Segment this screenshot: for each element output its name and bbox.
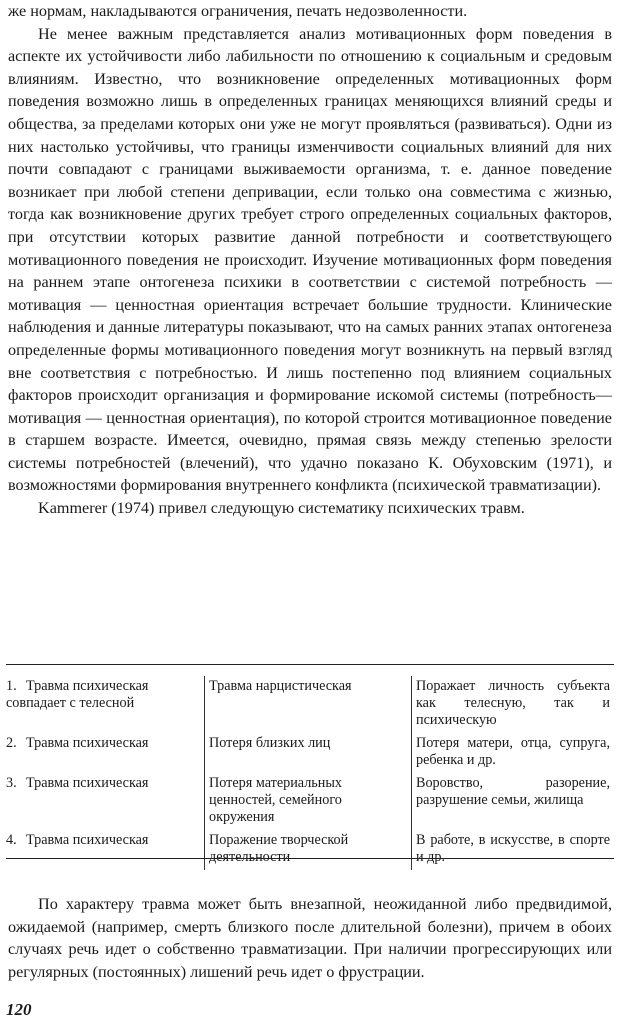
paragraph-kammerer: Kammerer (1974) привел следующую систематику психических травм.: [38, 499, 525, 518]
body-text-top: [8, 0, 612, 520]
trauma-effect-cell: Поражает личность субъекта как телесную, так и психическую: [416, 678, 610, 728]
trauma-table: [6, 676, 614, 870]
trauma-cause-cell: Потеря материальных ценностей, семейного окружения: [205, 773, 412, 830]
table-row: [6, 773, 614, 830]
trauma-type: Травма психическая: [26, 775, 149, 791]
trauma-type: Травма психическая: [26, 735, 149, 751]
table-top-rule: [6, 664, 614, 665]
trauma-type-cell: [6, 733, 205, 773]
trauma-type-cell: [6, 830, 205, 870]
trauma-cause-cell: Потеря близких лиц: [205, 733, 412, 773]
row-number: 4.: [6, 832, 17, 848]
row-number: 2.: [6, 735, 17, 751]
paragraph-continuation: же нормам, накладываются ограничения, печать недозволенности.: [8, 2, 468, 20]
row-number: 1.: [6, 678, 17, 694]
trauma-type-cell: [6, 773, 205, 830]
row-number: 3.: [6, 775, 17, 791]
paragraph-trauma-character: По характеру травма может быть внезапной, неожиданной либо предвидимой, ожидаемой (например, смерть близкого после длительной болезни), причем в обоих случаях речь идет о собственно травматизации. При наличии прогрессирующих или регулярных (постоянных) лишений речь идет о фрустрации.: [8, 895, 612, 981]
trauma-type: Травма психическая: [26, 832, 149, 848]
table-row: [6, 733, 614, 773]
table-row: [6, 830, 614, 870]
page-number: 120: [6, 1000, 32, 1019]
trauma-cause-cell: Травма нарцистическая: [205, 676, 412, 733]
trauma-cause-cell: Поражение творческой деятельности: [205, 830, 412, 870]
trauma-effect-cell: Воровство, разорение, разрушение семьи, жилища: [416, 775, 610, 808]
trauma-type-cell: [6, 676, 205, 733]
table-bottom-rule: [6, 858, 614, 859]
trauma-type: Травма психическая совпадает с телесной: [6, 678, 149, 711]
body-text-bottom: [8, 893, 612, 983]
trauma-effect-cell: В работе, в искусстве, в спорте и др.: [416, 832, 610, 865]
trauma-effect-cell: Потеря матери, отца, супруга, ребенка и др.: [416, 735, 610, 768]
paragraph-motivation: Не менее важным представляется анализ мотивационных форм поведения в аспекте их устойчивости либо лабильности по отношению к социальным и средовым влияниям. Известно, что возникновение определенных мотивационных форм поведения возможно лишь в определенных границах меняющихся влияний среды и общества, за пределами которых они уже не могут проявляться (развиваться). Одни из них настолько устойчивы, что границы изменчивости социальных влияний для них почти совпадают с границами выживаемости организма, т. е. данное поведение возникает при любой степени депривации, если только она совместима с жизнью, тогда как возникновение других требует строго определенных социальных факторов, при отсутствии которых развитие данной потребности и соответствующего мотивационного поведения не происходит. Изучение мотивационных форм поведения на раннем этапе онтогенеза психики в соответствии с системой потребность — мотивация — ценностная ориентация встречает большие трудности. Клинические наблюдения и данные литературы показывают, что на самых ранних этапах онтогенеза определенные формы мотивационного поведения могут возникнуть на первый взгляд вне соответствия с потребностью. И лишь постепенно под влиянием социальных факторов происходит организация и формирование искомой системы (потребность— мотивация — ценностная ориентация), по которой строится мотивационное поведение в старшем возрасте. Имеется, очевидно, прямая связь между степенью зрелости системы потребностей (влечений), что удачно показано К. Обуховским (1971), и возможностями формирования внутреннего конфликта (психической травматизации).: [8, 24, 612, 495]
table-row: [6, 676, 614, 733]
